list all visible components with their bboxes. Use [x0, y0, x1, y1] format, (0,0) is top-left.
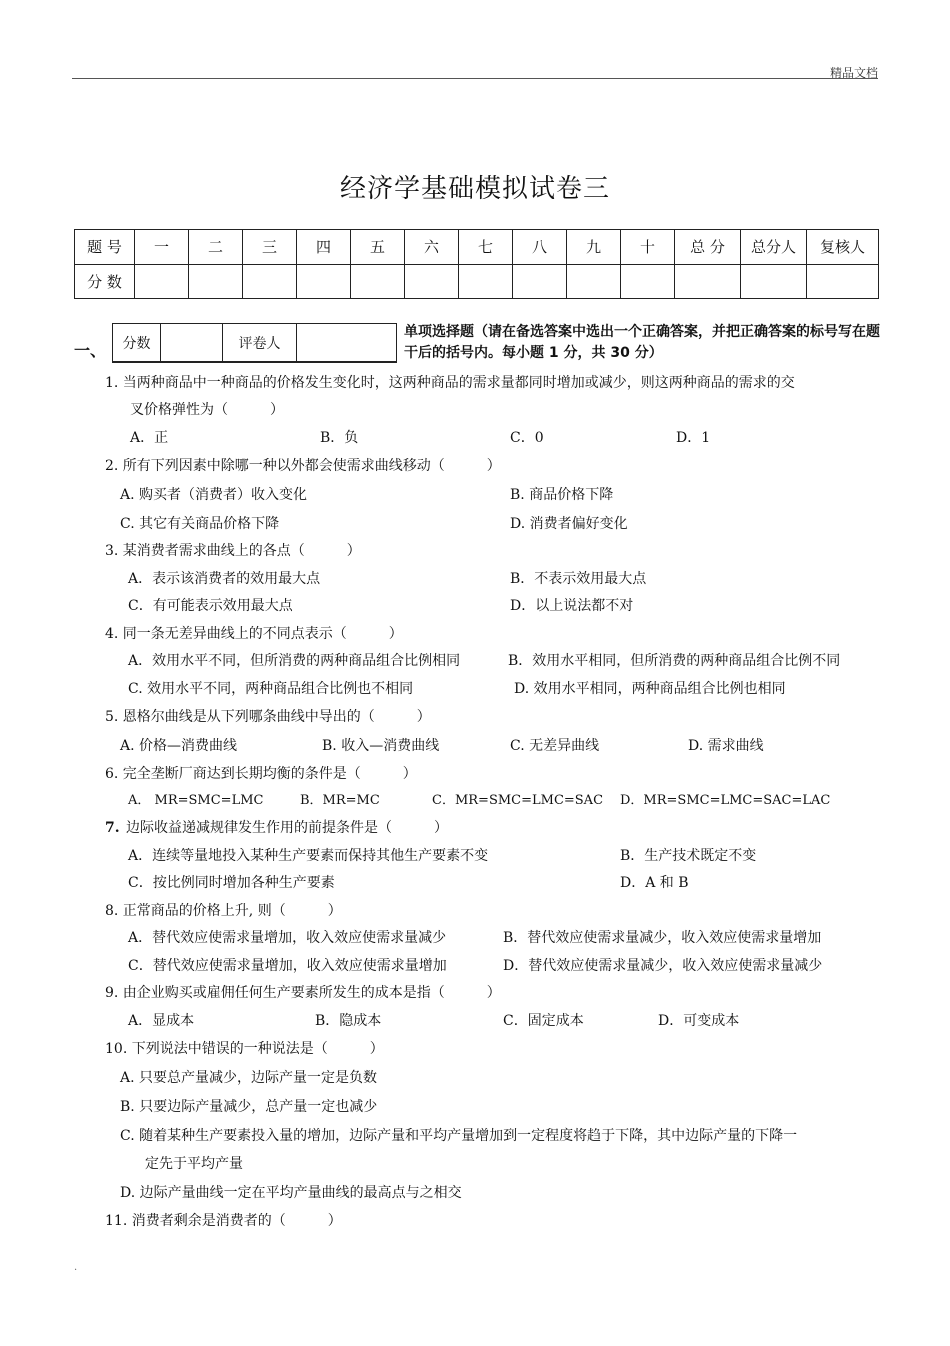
score-input-cell[interactable] [297, 264, 351, 299]
header-note: 精品文档 [829, 66, 878, 80]
question-text: 6. 完全垄断厂商达到长期均衡的条件是（ ） [105, 766, 417, 782]
option[interactable]: B．负 [320, 430, 359, 446]
option[interactable]: A. 购买者（消费者）收入变化 [120, 487, 308, 503]
score-input-cell[interactable] [741, 264, 807, 299]
question-text: 4. 同一条无差异曲线上的不同点表示（ ） [105, 626, 403, 642]
option[interactable]: A．正 [130, 430, 169, 446]
score-input-cell[interactable] [351, 264, 405, 299]
page-title: 经济学基础模拟试卷三 [339, 174, 610, 204]
option[interactable]: A．连续等量地投入某种生产要素而保持其他生产要素不变 [128, 848, 489, 864]
score-table-cell: 三 [243, 230, 297, 265]
score-table-cell: 九 [567, 230, 621, 265]
option[interactable]: C. 无差异曲线 [510, 738, 600, 754]
question-text: 叉价格弹性为（ ） [130, 402, 284, 418]
question-text: 11. 消费者剩余是消费者的（ ） [105, 1213, 342, 1229]
option[interactable]: B．生产技术既定不变 [620, 848, 757, 864]
option[interactable]: A. 只要总产量减少，边际产量一定是负数 [120, 1070, 378, 1086]
score-table-cell: 一 [135, 230, 189, 265]
option[interactable]: D. 需求曲线 [688, 738, 764, 754]
option[interactable]: D．A 和 B [620, 875, 689, 891]
option[interactable]: D. 边际产量曲线一定在平均产量曲线的最高点与之相交 [120, 1185, 462, 1201]
option[interactable]: D. 消费者偏好变化 [510, 516, 628, 532]
question-text: 2. 所有下列因素中除哪一种以外都会使需求曲线移动（ ） [105, 458, 501, 474]
score-table-cell: 五 [351, 230, 405, 265]
grader-name-cell[interactable] [297, 324, 397, 363]
score-input-cell[interactable] [675, 264, 741, 299]
question-text: 边际收益递减规律发生作用的前提条件是（ ） [126, 820, 448, 836]
score-table-header-row [75, 230, 879, 265]
score-input-cell[interactable] [621, 264, 675, 299]
score-input-cell[interactable] [243, 264, 297, 299]
option[interactable]: A. 价格—消费曲线 [120, 738, 238, 754]
score-table-cell: 总分人 [741, 230, 807, 265]
option[interactable]: B. 收入—消费曲线 [322, 738, 440, 754]
question-text: 5. 恩格尔曲线是从下列哪条曲线中导出的（ ） [105, 709, 431, 725]
option[interactable]: D．以上说法都不对 [510, 598, 634, 614]
score-table-cell: 四 [297, 230, 351, 265]
option[interactable]: B．替代效应使需求量减少，收入效应使需求量增加 [503, 930, 822, 946]
option[interactable]: A．表示该消费者的效用最大点 [128, 571, 321, 587]
option[interactable]: C．MR=SMC=LMC=SAC [432, 793, 604, 808]
question-text: 10. 下列说法中错误的一种说法是（ ） [105, 1041, 384, 1057]
grader-score-cell[interactable] [161, 324, 223, 363]
grader-box [112, 323, 397, 363]
question-text: 9. 由企业购买或雇佣任何生产要素所发生的成本是指（ ） [105, 985, 501, 1001]
score-input-cell[interactable] [513, 264, 567, 299]
score-table-cell: 题 号 [75, 230, 135, 265]
option[interactable]: C．0 [510, 430, 544, 446]
option[interactable]: C. 随着某种生产要素投入量的增加，边际产量和平均产量增加到一定程度将趋于下降，其中边际产量的下降一 [120, 1128, 798, 1144]
score-table-row-label: 分 数 [75, 264, 135, 299]
score-table-cell: 复核人 [807, 230, 879, 265]
option[interactable]: A．替代效应使需求量增加，收入效应使需求量减少 [128, 930, 447, 946]
grader-score-label: 分数 [113, 324, 161, 363]
option[interactable]: C．按比例同时增加各种生产要素 [128, 875, 335, 891]
question-text: 3. 某消费者需求曲线上的各点（ ） [105, 543, 361, 559]
option[interactable]: B．隐成本 [315, 1013, 382, 1029]
score-input-cell[interactable] [405, 264, 459, 299]
section-description: 单项选择题（请在备选答案中选出一个正确答案，并把正确答案的标号写在题干后的括号内。每小题 1 分，共 30 分） [404, 324, 880, 361]
option-continuation: 定先于平均产量 [145, 1156, 243, 1172]
option[interactable]: C．有可能表示效用最大点 [128, 598, 293, 614]
option[interactable]: D. 效用水平相同，两种商品组合比例也相同 [514, 681, 786, 697]
score-table-cell: 八 [513, 230, 567, 265]
header-rule [72, 78, 878, 79]
score-table-cell: 十 [621, 230, 675, 265]
option[interactable]: A． MR=SMC=LMC [128, 793, 264, 808]
option[interactable]: D．MR=SMC=LMC=SAC=LAC [620, 793, 831, 808]
option[interactable]: D．1 [676, 430, 711, 446]
score-input-cell[interactable] [459, 264, 513, 299]
score-table-cell: 六 [405, 230, 459, 265]
score-input-cell[interactable] [189, 264, 243, 299]
score-table-cell: 总 分 [675, 230, 741, 265]
score-table-cell: 七 [459, 230, 513, 265]
question-text: 1. 当两种商品中一种商品的价格发生变化时，这两种商品的需求量都同时增加或减少，则这两种商品的需求的交 [105, 375, 795, 391]
option[interactable]: C．固定成本 [503, 1013, 584, 1029]
question-text: 8. 正常商品的价格上升, 则（ ） [105, 903, 342, 919]
option[interactable]: B．不表示效用最大点 [510, 571, 647, 587]
option[interactable]: B. 只要边际产量减少，总产量一定也减少 [120, 1099, 378, 1115]
section-number: 一、 [74, 341, 107, 360]
option[interactable]: C. 效用水平不同，两种商品组合比例也不相同 [128, 681, 414, 697]
option[interactable]: C. 其它有关商品价格下降 [120, 516, 280, 532]
score-input-cell[interactable] [807, 264, 879, 299]
option[interactable]: A．效用水平不同，但所消费的两种商品组合比例相同 [128, 653, 461, 669]
score-input-cell[interactable] [135, 264, 189, 299]
option[interactable]: A．显成本 [128, 1013, 195, 1029]
score-table-input-row [75, 264, 879, 299]
option[interactable]: C．替代效应使需求量增加，收入效应使需求量增加 [128, 958, 447, 974]
question-number: 7. [105, 820, 120, 836]
score-table-cell: 二 [189, 230, 243, 265]
score-table [74, 229, 879, 299]
grader-name-label: 评卷人 [223, 324, 297, 363]
option[interactable]: D．替代效应使需求量减少，收入效应使需求量减少 [503, 958, 823, 974]
option[interactable]: B．MR=MC [300, 793, 380, 808]
option[interactable]: B．效用水平相同，但所消费的两种商品组合比例不同 [508, 653, 841, 669]
option[interactable]: B. 商品价格下降 [510, 487, 614, 503]
score-input-cell[interactable] [567, 264, 621, 299]
footer-mark: . [74, 1262, 78, 1273]
option[interactable]: D．可变成本 [658, 1013, 740, 1029]
